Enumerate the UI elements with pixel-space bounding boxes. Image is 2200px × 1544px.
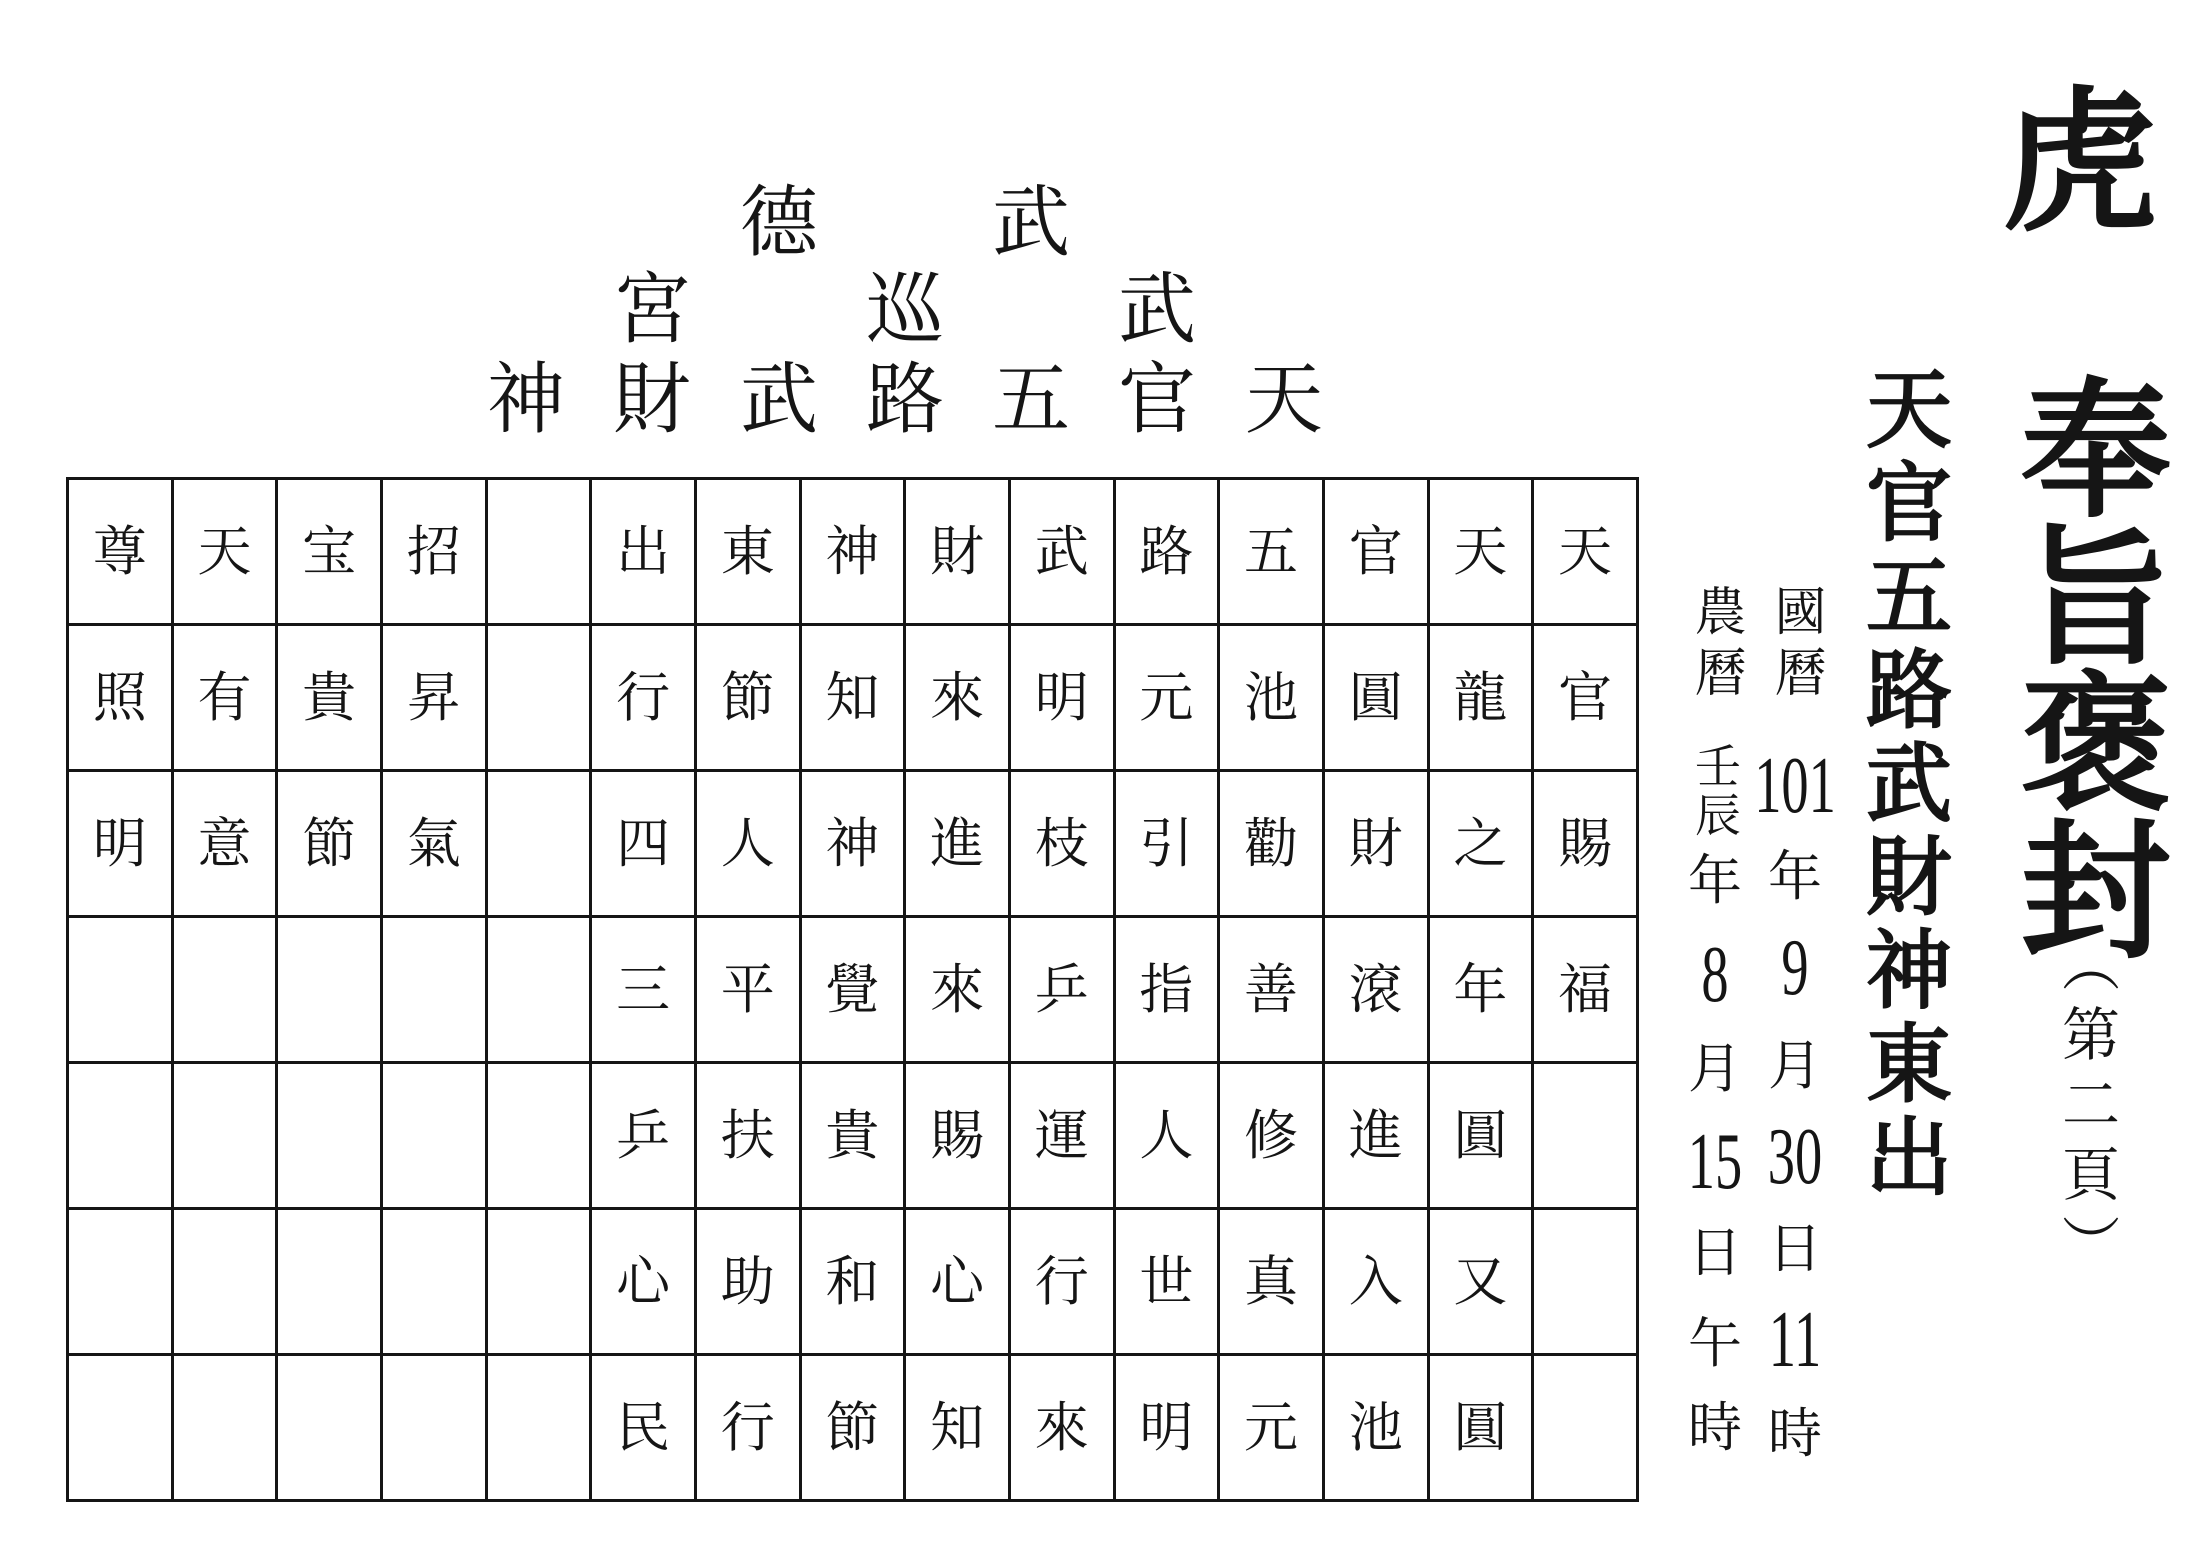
grid-cell: [486, 1355, 591, 1501]
solar-month-unit: 月: [1768, 1034, 1822, 1097]
grid-cell: 真: [1219, 1209, 1324, 1355]
grid-row: [68, 771, 1638, 917]
grid-cell: 圓: [1323, 625, 1428, 771]
solar-day-unit: 日: [1768, 1217, 1822, 1280]
grid-cell: 有: [172, 625, 277, 771]
solar-hour: 11: [1768, 1296, 1822, 1384]
grid-cell: 官: [1533, 625, 1638, 771]
grid-cell: 民: [591, 1355, 696, 1501]
grid-cell: 明: [1114, 1355, 1219, 1501]
grid-cell: 元: [1114, 625, 1219, 771]
grid-cell: 又: [1428, 1209, 1533, 1355]
grid-cell: [486, 625, 591, 771]
grid-cell: 圓: [1428, 1355, 1533, 1501]
grid-cell: 乒: [1009, 917, 1114, 1063]
grid-cell: [1533, 1209, 1638, 1355]
grid-cell: 引: [1114, 771, 1219, 917]
grid-cell: 來: [1009, 1355, 1114, 1501]
grid-row: [68, 625, 1638, 771]
heading-character: 官: [1117, 355, 1196, 445]
grid-cell: 人: [695, 771, 800, 917]
grid-cell: 尊: [68, 479, 173, 625]
grid-cell: 池: [1323, 1355, 1428, 1501]
grid-cell: 入: [1323, 1209, 1428, 1355]
verse-grid-body: [68, 479, 1638, 1501]
lunar-date-label: 農曆: [1685, 584, 1745, 706]
grid-cell: 神: [800, 771, 905, 917]
heading-character: 武: [991, 178, 1070, 268]
grid-cell: 貴: [800, 1063, 905, 1209]
lunar-month-unit: 月: [1688, 1037, 1742, 1100]
document-title: 奉旨褒封: [1995, 371, 2171, 959]
solar-year: 101: [1754, 742, 1836, 830]
solar-day: 30: [1767, 1113, 1823, 1201]
grid-cell: 官: [1323, 479, 1428, 625]
grid-cell: 覺: [800, 917, 905, 1063]
heading-character: 宮: [612, 265, 691, 355]
grid-row: [68, 1209, 1638, 1355]
grid-cell: 心: [905, 1209, 1010, 1355]
grid-cell: 勸: [1219, 771, 1324, 917]
grid-cell: 天: [172, 479, 277, 625]
heading-character: 路: [865, 355, 944, 445]
grid-cell: [277, 1355, 382, 1501]
grid-cell: [68, 1355, 173, 1501]
grid-cell: [381, 1063, 486, 1209]
grid-cell: [381, 1355, 486, 1501]
lunar-day-unit: 日: [1688, 1221, 1742, 1284]
grid-row: [68, 917, 1638, 1063]
lunar-day: 15: [1687, 1118, 1743, 1206]
grid-cell: 招: [381, 479, 486, 625]
grid-cell: 三: [591, 917, 696, 1063]
grid-cell: [68, 1209, 173, 1355]
heading-character: 武: [739, 355, 818, 445]
grid-cell: 乒: [591, 1063, 696, 1209]
grid-cell: [277, 1209, 382, 1355]
solar-date-label: 國曆: [1765, 584, 1825, 706]
grid-cell: [277, 1063, 382, 1209]
grid-cell: 節: [277, 771, 382, 917]
lunar-month: 8: [1701, 931, 1729, 1019]
heading-character: 神: [486, 355, 565, 445]
grid-cell: 指: [1114, 917, 1219, 1063]
grid-cell: 武: [1009, 479, 1114, 625]
grid-cell: 東: [695, 479, 800, 625]
grid-cell: 知: [800, 625, 905, 771]
grid-cell: 天: [1533, 479, 1638, 625]
heading-character: 天: [1244, 355, 1323, 445]
grid-cell: 財: [1323, 771, 1428, 917]
grid-cell: 善: [1219, 917, 1324, 1063]
grid-row: [68, 1063, 1638, 1209]
grid-cell: [486, 1209, 591, 1355]
grid-cell: [1533, 1063, 1638, 1209]
grid-cell: 節: [800, 1355, 905, 1501]
grid-cell: 宝: [277, 479, 382, 625]
grid-cell: 行: [1009, 1209, 1114, 1355]
heading-character: 武: [1117, 265, 1196, 355]
grid-cell: [1533, 1355, 1638, 1501]
grid-cell: 路: [1114, 479, 1219, 625]
grid-cell: 昇: [381, 625, 486, 771]
grid-cell: 枝: [1009, 771, 1114, 917]
lunar-year: 壬辰: [1688, 742, 1742, 840]
grid-cell: 知: [905, 1355, 1010, 1501]
grid-cell: [486, 1063, 591, 1209]
grid-cell: 進: [1323, 1063, 1428, 1209]
page-number-label: （第二頁）: [2052, 934, 2120, 1284]
grid-cell: 人: [1114, 1063, 1219, 1209]
grid-cell: 池: [1219, 625, 1324, 771]
grid-cell: 來: [905, 625, 1010, 771]
grid-cell: 福: [1533, 917, 1638, 1063]
grid-cell: 進: [905, 771, 1010, 917]
grid-cell: 照: [68, 625, 173, 771]
grid-cell: 財: [905, 479, 1010, 625]
grid-cell: 四: [591, 771, 696, 917]
grid-cell: [172, 1209, 277, 1355]
grid-cell: 元: [1219, 1355, 1324, 1501]
grid-cell: [277, 917, 382, 1063]
grid-cell: 賜: [1533, 771, 1638, 917]
heading-character: 五: [991, 355, 1070, 445]
grid-cell: 年: [1428, 917, 1533, 1063]
grid-cell: 明: [68, 771, 173, 917]
solar-month: 9: [1781, 924, 1809, 1012]
grid-cell: 心: [591, 1209, 696, 1355]
grid-cell: 五: [1219, 479, 1324, 625]
grid-cell: [486, 479, 591, 625]
grid-cell: 扶: [695, 1063, 800, 1209]
grid-cell: [172, 1355, 277, 1501]
heading-character: 財: [612, 355, 691, 445]
grid-cell: 修: [1219, 1063, 1324, 1209]
lunar-hour-unit: 時: [1688, 1396, 1742, 1459]
grid-cell: 行: [695, 1355, 800, 1501]
grid-cell: 助: [695, 1209, 800, 1355]
grid-cell: [68, 917, 173, 1063]
grid-cell: 滾: [1323, 917, 1428, 1063]
grid-cell: 來: [905, 917, 1010, 1063]
grid-cell: 節: [695, 625, 800, 771]
grid-cell: 世: [1114, 1209, 1219, 1355]
lunar-hour: 午: [1688, 1312, 1742, 1375]
grid-cell: 運: [1009, 1063, 1114, 1209]
grid-cell: 平: [695, 917, 800, 1063]
heading-character: 德: [739, 178, 818, 268]
grid-cell: 賜: [905, 1063, 1010, 1209]
solar-hour-unit: 時: [1768, 1402, 1822, 1465]
grid-cell: [68, 1063, 173, 1209]
grid-cell: [381, 1209, 486, 1355]
grid-cell: 出: [591, 479, 696, 625]
grid-cell: 龍: [1428, 625, 1533, 771]
lunar-year-unit: 年: [1688, 849, 1742, 912]
heading-character: 巡: [865, 265, 944, 355]
grid-cell: 圓: [1428, 1063, 1533, 1209]
grid-cell: [486, 771, 591, 917]
grid-cell: 神: [800, 479, 905, 625]
grid-cell: [381, 917, 486, 1063]
grid-cell: [172, 1063, 277, 1209]
grid-row: [68, 1355, 1638, 1501]
grid-cell: 明: [1009, 625, 1114, 771]
grid-cell: 貴: [277, 625, 382, 771]
grid-cell: 和: [800, 1209, 905, 1355]
grid-cell: 意: [172, 771, 277, 917]
verse-grid: [66, 477, 1639, 1502]
top-character: 虎: [2002, 70, 2157, 253]
grid-cell: 行: [591, 625, 696, 771]
document-subtitle: 天官五路武財神東出: [1851, 364, 1952, 1206]
solar-year-unit: 年: [1768, 845, 1822, 908]
grid-cell: [172, 917, 277, 1063]
grid-cell: 天: [1428, 479, 1533, 625]
grid-cell: 之: [1428, 771, 1533, 917]
grid-row: [68, 479, 1638, 625]
grid-cell: 氣: [381, 771, 486, 917]
grid-cell: [486, 917, 591, 1063]
